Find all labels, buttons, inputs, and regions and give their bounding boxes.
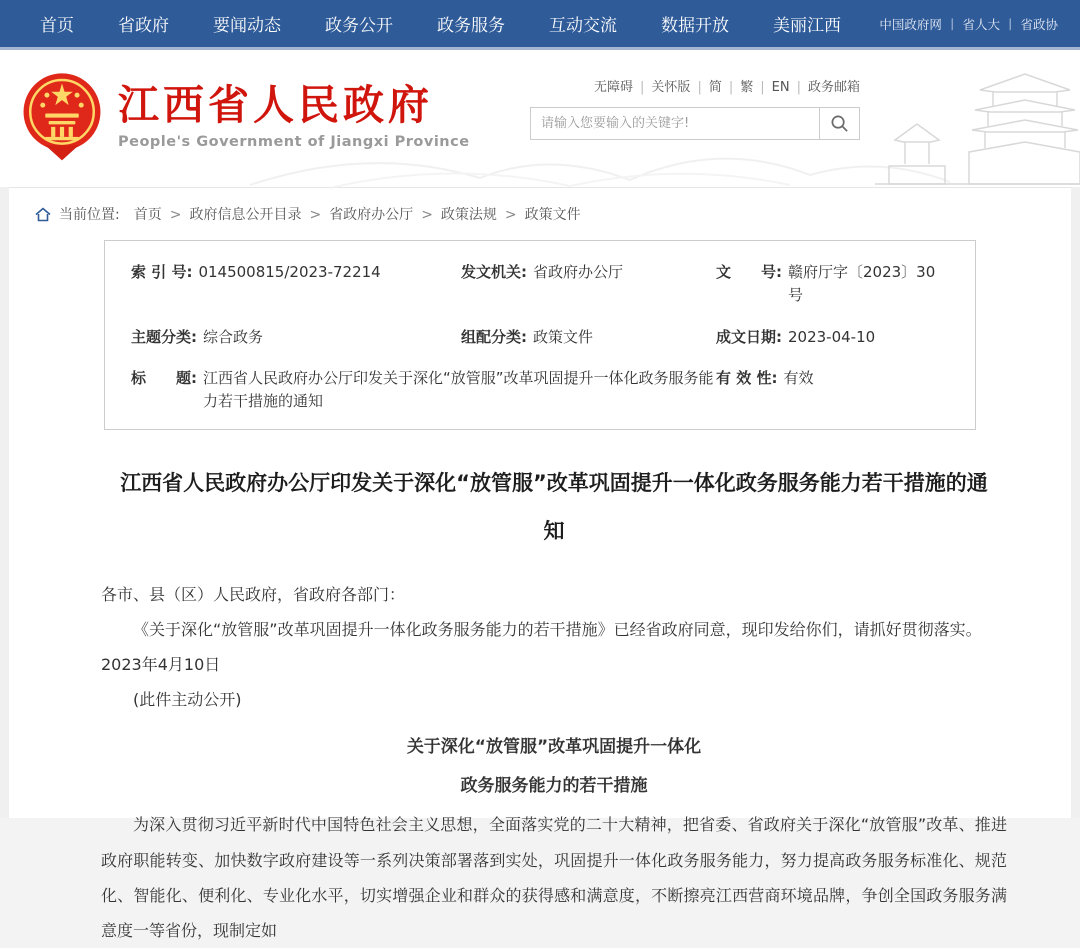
meta-theme-category	[131, 326, 461, 349]
search-bar	[530, 107, 860, 140]
link-traditional-chinese[interactable]: | 繁	[722, 80, 753, 95]
link-accessibility[interactable]: 无障碍	[594, 80, 634, 95]
search-input[interactable]	[531, 108, 819, 139]
meta-docno-label: 文 号:	[716, 263, 782, 281]
breadcrumb-home[interactable]: 首页	[133, 207, 162, 223]
nav-item-gov-disclosure[interactable]: 政务公开	[325, 16, 393, 36]
document-article	[9, 460, 1071, 948]
nav-item-news[interactable]: 要闻动态	[213, 16, 281, 36]
document-title: 江西省人民政府办公厅印发关于深化“放管服”改革巩固提升一体化政务服务能力若干措施的通知	[120, 471, 988, 543]
meta-title-label: 标 题:	[131, 368, 197, 387]
search-icon	[830, 114, 849, 133]
meta-title-value: 江西省人民政府办公厅印发关于深化“放管服”改革巩固提升一体化政务服务能力若干措施的通知	[203, 368, 714, 410]
top-nav-external-links	[879, 15, 1058, 33]
meta-group-value: 政策文件	[533, 327, 594, 346]
meta-theme-label: 主题分类:	[131, 327, 197, 346]
search-button[interactable]	[819, 108, 859, 139]
content-panel	[9, 187, 1071, 940]
site-title: 江西省人民政府	[118, 81, 433, 130]
nav-item-open-data[interactable]: 数据开放	[661, 16, 729, 36]
meta-document-number	[716, 261, 949, 308]
link-simplified-chinese[interactable]: | 简	[690, 80, 721, 95]
link-gov-mailbox[interactable]: | 政务邮箱	[790, 80, 860, 95]
meta-document-title	[131, 367, 716, 414]
site-header	[0, 50, 1080, 187]
meta-group-label: 组配分类:	[461, 327, 527, 346]
nav-item-gov-services[interactable]: 政务服务	[437, 16, 505, 36]
meta-validity-value: 有效	[783, 368, 814, 387]
meta-issuer-label: 发文机关:	[461, 263, 527, 281]
article-subtitle-line1: 关于深化“放管服”改革巩固提升一体化	[406, 736, 702, 757]
breadcrumb-policy-documents[interactable]: > 政策文件	[497, 204, 581, 224]
meta-issuer-value: 省政府办公厅	[533, 263, 624, 281]
link-english[interactable]: | EN	[753, 80, 789, 95]
article-paragraph-1: 《关于深化“放管服”改革巩固提升一体化政务服务能力的若干措施》已经省政府同意，现印发给你们，请抓好贯彻落实。	[133, 619, 982, 639]
article-salutation: 各市、县（区）人民政府，省政府各部门：	[101, 584, 406, 604]
meta-validity-label: 有 效 性:	[716, 368, 778, 387]
breadcrumb	[35, 204, 1071, 224]
meta-written-date	[716, 326, 949, 349]
top-nav	[0, 0, 1080, 50]
link-provincial-cppcc[interactable]: 丨 省政协	[1000, 15, 1058, 33]
link-provincial-congress[interactable]: 丨 省人大	[942, 15, 1000, 33]
quick-links	[530, 76, 860, 95]
article-date: 2023年4月10日	[101, 655, 221, 675]
site-subtitle: People's Government of Jiangxi Province	[118, 133, 470, 150]
nav-item-beautiful-jiangxi[interactable]: 美丽江西	[773, 16, 841, 36]
nav-item-interaction[interactable]: 互动交流	[549, 16, 617, 36]
nav-item-provincial-gov[interactable]: 省政府	[118, 16, 169, 36]
home-icon	[35, 207, 51, 222]
breadcrumb-policies-regulations[interactable]: > 政策法规	[413, 204, 497, 224]
top-nav-menu	[40, 11, 841, 36]
nav-item-home[interactable]: 首页	[40, 16, 74, 36]
meta-date-label: 成文日期:	[716, 327, 782, 346]
link-china-gov-web[interactable]: 中国政府网	[879, 16, 942, 32]
site-title-block	[118, 82, 470, 149]
meta-validity	[716, 367, 949, 414]
header-utilities	[530, 76, 860, 140]
breadcrumb-label: 当前位置:	[59, 207, 120, 223]
breadcrumb-general-office[interactable]: > 省政府办公厅	[301, 204, 413, 224]
article-subtitle-line2: 政务服务能力的若干措施	[460, 776, 648, 797]
meta-docno-value: 赣府厅字〔2023〕30号	[788, 263, 936, 305]
meta-index-value: 014500815/2023-72214	[198, 263, 381, 281]
meta-group-category	[461, 326, 716, 349]
page-body	[0, 187, 1080, 940]
meta-theme-value: 综合政务	[203, 327, 264, 346]
meta-index-label: 索 引 号:	[131, 263, 193, 281]
article-paragraph-2: 为深入贯彻习近平新时代中国特色社会主义思想，全面落实党的二十大精神，把省委、省政府关于深化“放管服”改革、推进政府职能转变、加快数字政府建设等一系列决策部署落到实处，巩固提升一体化政务服务能力，努力提高政务服务标准化、规范化、智能化、便利化、专业化水平，切实增强企业和群众的获得感和满意度，不断擦亮江西营商环境品牌，争创全国政务服务满意度一等省份，现制定如	[101, 815, 1007, 940]
breadcrumb-disclosure-catalog[interactable]: > 政府信息公开目录	[162, 204, 302, 224]
document-meta-table	[104, 240, 976, 430]
site-logo[interactable]	[20, 70, 470, 162]
link-care-version[interactable]: | 关怀版	[633, 80, 690, 95]
national-emblem-icon	[20, 70, 104, 162]
meta-date-value: 2023-04-10	[788, 327, 876, 346]
pavilion-sketch-decoration	[875, 62, 1080, 187]
meta-issuing-agency	[461, 261, 716, 308]
meta-index-number	[131, 261, 461, 308]
article-disclosure-note: (此件主动公开)	[133, 690, 242, 710]
